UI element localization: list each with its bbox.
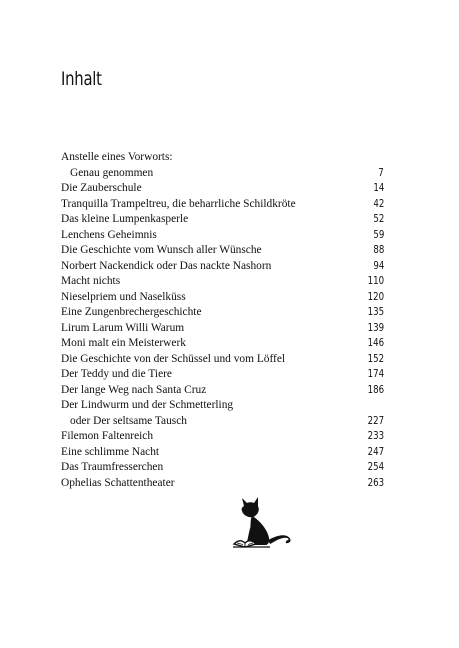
toc-entry-title: Ophelias Schattentheater <box>61 476 175 489</box>
toc-entry-page: 254 <box>367 461 384 473</box>
toc-entry-title: Der Teddy und die Tiere <box>61 368 172 380</box>
toc-entry-title: Anstelle eines Vorworts: <box>61 151 173 163</box>
toc-entry-title: Moni malt ein Meisterwerk <box>61 337 186 349</box>
toc-entry <box>61 166 384 182</box>
toc-entry-page: 152 <box>367 352 384 365</box>
toc-entry-title: Nieselpriem und Naselküss <box>61 290 186 303</box>
toc-entry-page: 88 <box>373 244 384 256</box>
toc-entry-page: 110 <box>367 275 384 287</box>
toc-entry-title: Eine schlimme Nacht <box>61 445 160 458</box>
toc-entry-page: 174 <box>367 368 384 380</box>
toc-entry <box>61 445 384 461</box>
toc-entry-page: 52 <box>373 213 384 225</box>
toc-entry <box>61 197 384 213</box>
toc-entry-page: 14 <box>373 182 384 194</box>
toc-entry <box>61 352 384 368</box>
toc-entry-page: 227 <box>367 414 384 427</box>
toc-entry-page: 263 <box>367 476 384 489</box>
toc-entry <box>61 460 384 476</box>
toc-entry-title: oder Der seltsame Tausch <box>70 414 187 427</box>
toc-entry-title: Das Traumfresserchen <box>61 461 164 473</box>
toc-entry <box>61 228 384 244</box>
toc-entry <box>61 243 384 259</box>
toc-entry-title: Die Geschichte von der Schüssel und vom Löffel <box>61 352 286 365</box>
toc-entry-page: 135 <box>367 306 384 318</box>
toc-entry <box>61 414 384 430</box>
toc-entry <box>61 476 384 492</box>
toc-entry-title: Der Lindwurm und der Schmetterling <box>61 399 234 411</box>
toc-entry <box>61 305 384 321</box>
toc-entry <box>61 259 384 275</box>
toc-entry-page: 233 <box>367 430 384 442</box>
toc-entry <box>61 383 384 399</box>
toc-entry-title: Tranquilla Trampeltreu, die beharrliche Schildkröte <box>61 197 296 210</box>
toc-entry-title: Macht nichts <box>61 275 121 287</box>
toc-entry-title: Das kleine Lumpenkasperle <box>61 213 189 225</box>
page-title: Inhalt <box>61 68 102 90</box>
toc-entry-title: Filemon Faltenreich <box>61 430 154 442</box>
toc-entry <box>61 398 384 414</box>
toc-entry <box>61 321 384 337</box>
toc-entry-title: Genau genommen <box>70 166 154 179</box>
toc-entry-title: Norbert Nackendick oder Das nackte Nashorn <box>61 259 272 272</box>
toc-entry-title: Der lange Weg nach Santa Cruz <box>61 383 207 396</box>
toc-entry-page: 139 <box>367 321 384 334</box>
toc-entry-page: 59 <box>373 228 384 241</box>
toc-entry-page: 247 <box>367 445 384 458</box>
toc-entry-title: Eine Zungenbrechergeschichte <box>61 306 202 318</box>
toc-entry-page: 120 <box>367 290 384 303</box>
toc-entry <box>61 212 384 228</box>
toc-entry-page: 146 <box>367 337 384 349</box>
toc-entry-title: Die Geschichte vom Wunsch aller Wünsche <box>61 244 262 256</box>
toc-entry <box>61 290 384 306</box>
toc-entry-page: 186 <box>367 383 384 396</box>
toc-entry <box>61 274 384 290</box>
cat-reading-book-icon <box>230 492 298 552</box>
toc-entry-title: Die Zauberschule <box>61 182 142 194</box>
toc-entry-page: 94 <box>373 259 384 272</box>
toc-entry <box>61 181 384 197</box>
toc-entry-page: 42 <box>373 197 384 210</box>
toc-entry-title: Lirum Larum Willi Warum <box>61 321 185 334</box>
toc-entry <box>61 429 384 445</box>
toc-entry-title: Lenchens Geheimnis <box>61 228 157 241</box>
table-of-contents <box>61 150 384 491</box>
toc-entry-page: 7 <box>378 166 384 179</box>
toc-entry <box>61 367 384 383</box>
toc-entry <box>61 150 384 166</box>
toc-entry <box>61 336 384 352</box>
